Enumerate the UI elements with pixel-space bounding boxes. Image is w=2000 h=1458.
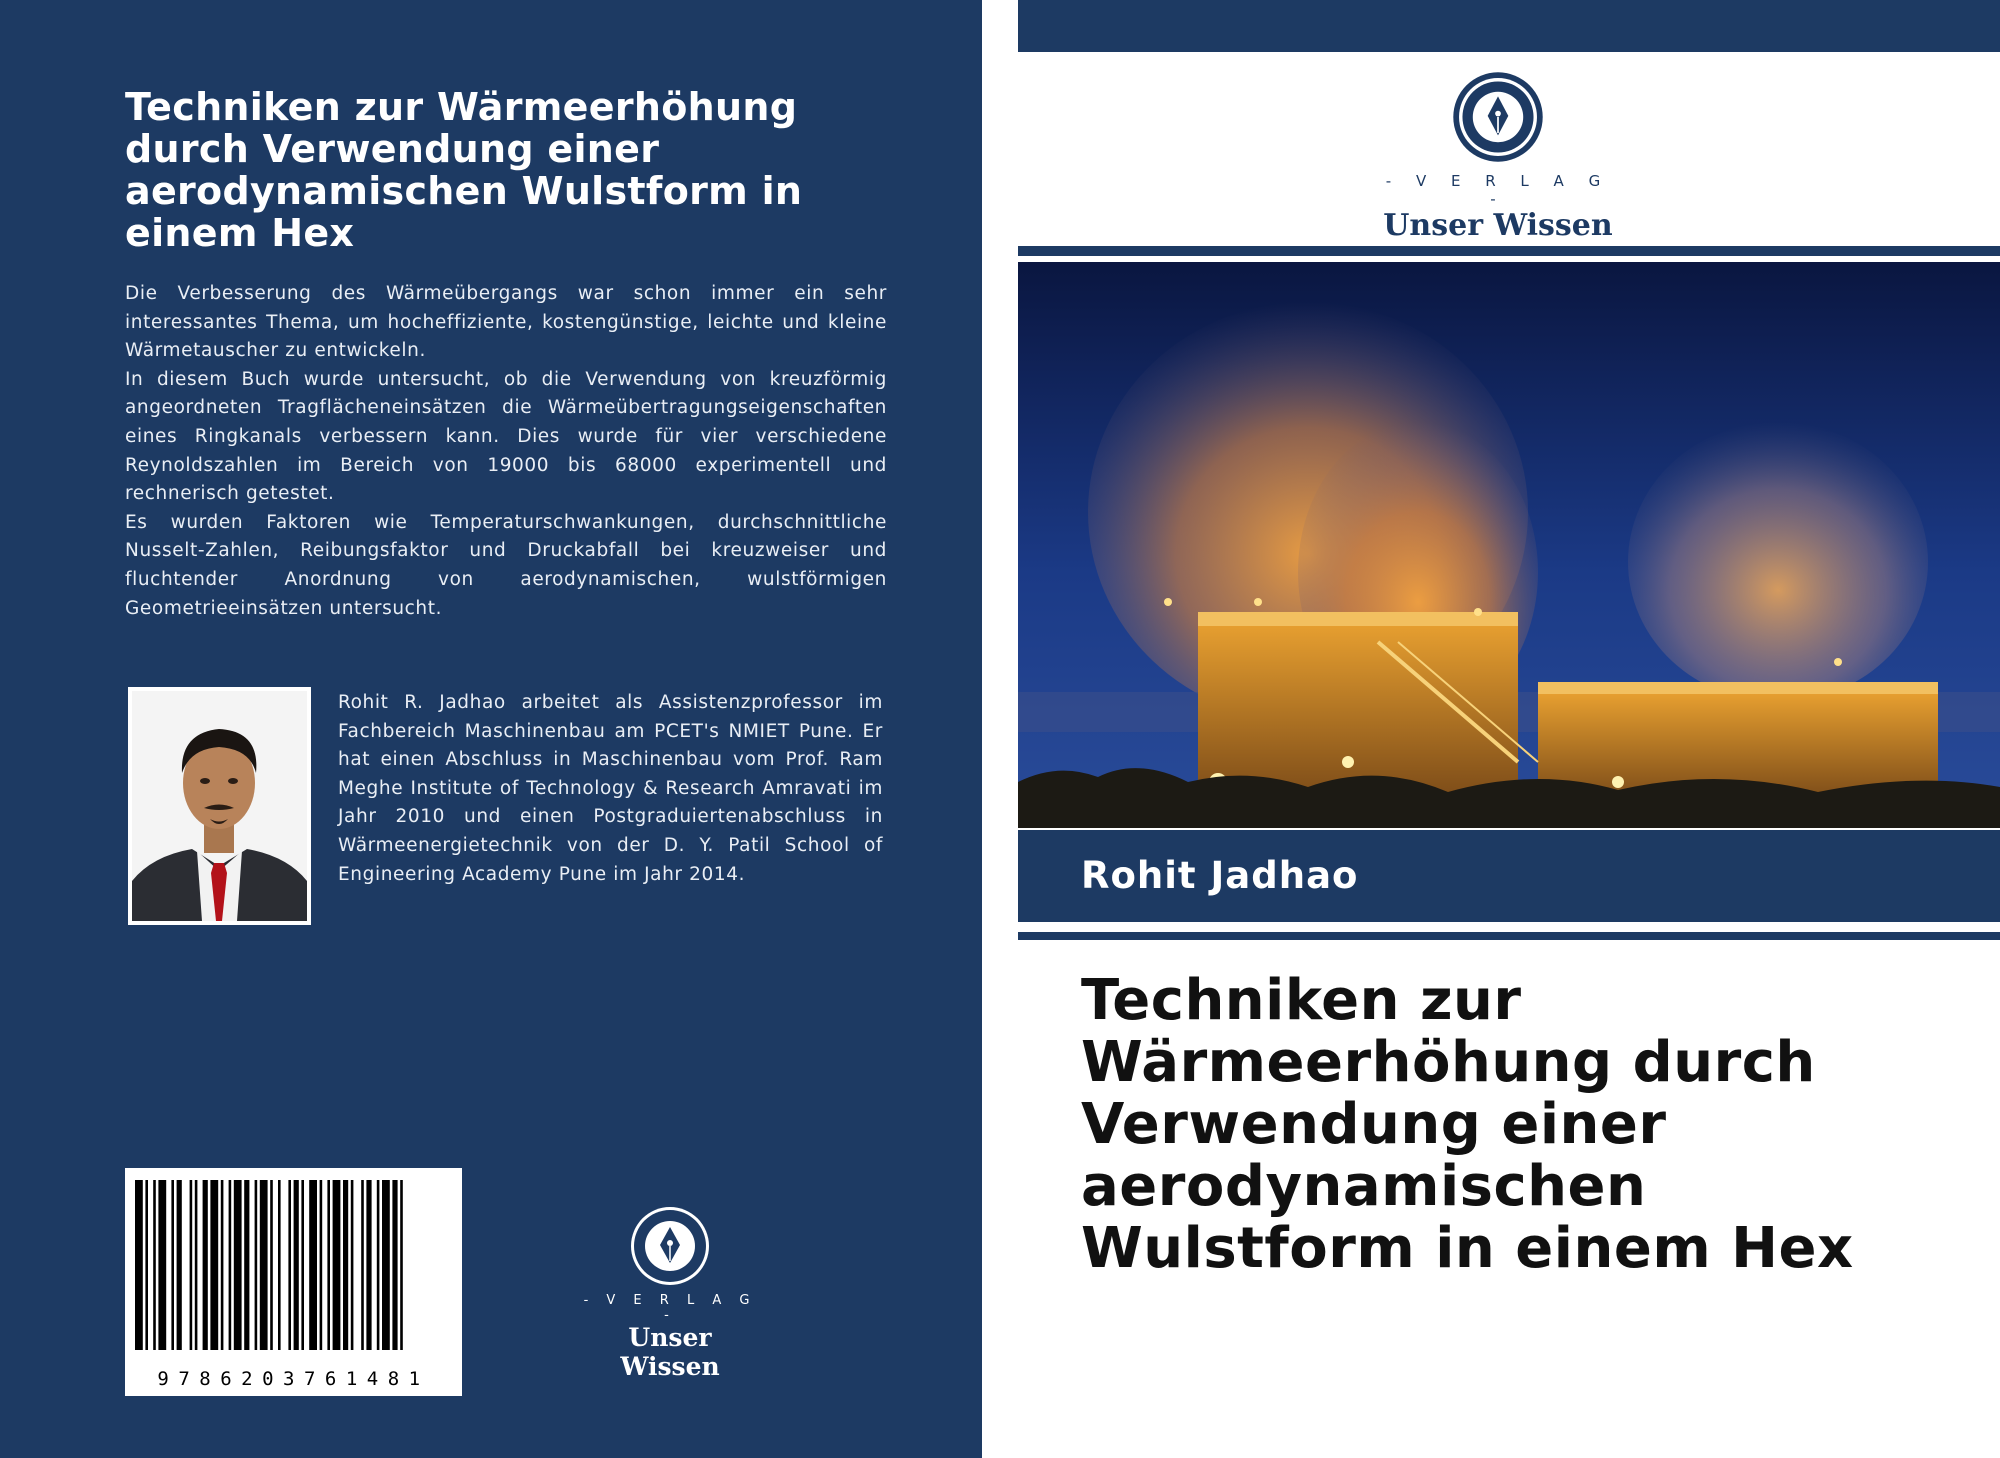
barcode-bar	[320, 1180, 323, 1350]
barcode-bar	[135, 1180, 143, 1350]
barcode-bar	[288, 1180, 291, 1350]
barcode-bar	[301, 1180, 304, 1350]
barcode-bar	[366, 1180, 371, 1350]
barcode-bar	[343, 1180, 348, 1350]
barcode-bar	[260, 1180, 268, 1350]
barcode-bar	[392, 1180, 397, 1350]
author-band	[1018, 830, 2000, 922]
barcode-digits: 9786203761481	[157, 1368, 430, 1390]
back-cover-description	[125, 280, 887, 623]
barcode-bar	[234, 1180, 242, 1350]
barcode-bar	[171, 1180, 174, 1350]
barcode-bar	[382, 1180, 390, 1350]
publisher-seal-icon	[629, 1205, 711, 1287]
barcode-bar	[190, 1180, 193, 1350]
barcode-bar	[327, 1180, 330, 1350]
barcode-bar	[351, 1180, 354, 1350]
barcode-bar	[333, 1180, 341, 1350]
front-top-rule	[1018, 246, 2000, 256]
description-paragraph-1: Die Verbesserung des Wärmeübergangs war schon immer ein sehr interessantes Thema, um hocheffiziente, kostengünstige, leichte und kleine Wärmetauscher zu entwickeln.	[125, 283, 887, 362]
front-publisher-name: Unser Wissen	[1383, 208, 1613, 243]
front-cover-title: Techniken zur Wärmeerhöhung durch Verwendung einer aerodynamischen Wulstform in einem Hex	[1081, 968, 1854, 1281]
front-cover	[1018, 0, 2000, 1458]
barcode-bar	[361, 1180, 364, 1350]
barcode-bar	[270, 1180, 273, 1350]
back-publisher-logo	[580, 1205, 760, 1381]
front-author-name: Rohit Jadhao	[1081, 854, 1359, 897]
back-publisher-name: Unser Wissen	[620, 1323, 720, 1381]
barcode-bar	[400, 1180, 403, 1350]
front-top-bar	[1018, 0, 2000, 52]
barcode-bar	[203, 1180, 208, 1350]
barcode-bar	[244, 1180, 249, 1350]
front-publisher-verlag: - V E R L A G -	[1385, 172, 1611, 208]
barcode-bar	[377, 1180, 380, 1350]
barcode-bar	[145, 1180, 148, 1350]
back-cover	[0, 0, 982, 1458]
front-bottom-rule	[1018, 932, 2000, 940]
barcode-icon	[125, 1168, 462, 1368]
barcode-bar	[210, 1180, 218, 1350]
description-paragraph-3: Es wurden Faktoren wie Temperaturschwankungen, durchschnittliche Nusselt-Zahlen, Reibungsfaktor und Druckabfall bei kreuzweiser und fluchtender Anordnung von aerodynamischen, wulstförmigen Geometrieeinsätzen untersucht.	[125, 511, 887, 619]
barcode-bar	[195, 1180, 198, 1350]
barcode-bar	[177, 1180, 182, 1350]
author-portrait-icon	[132, 691, 307, 921]
spine-gap	[982, 0, 1018, 1458]
isbn-barcode	[125, 1168, 462, 1396]
barcode-bar	[153, 1180, 156, 1350]
back-publisher-verlag: - V E R L A G -	[583, 1293, 757, 1323]
back-cover-title: Techniken zur Wärmeerhöhung durch Verwendung einer aerodynamischen Wulstform in einem Hex	[125, 85, 803, 255]
author-photo	[128, 687, 311, 925]
description-paragraph-2: In diesem Buch wurde untersucht, ob die Verwendung von kreuzförmig angeordneten Tragflächeneinsätzen die Wärmeübertragungseigenschaften eines Ringkanals verbessern kann. Dies wurde für vier verschiedene Reynoldszahlen im Bereich von 19000 bis 68000 experimentell und rechnerisch getestet.	[125, 368, 887, 505]
barcode-bar	[278, 1180, 281, 1350]
barcode-bar	[255, 1180, 258, 1350]
cover-photo	[1018, 262, 2000, 828]
front-publisher-logo	[1378, 70, 1618, 243]
barcode-bar	[309, 1180, 317, 1350]
power-plant-photo	[1018, 262, 2000, 828]
barcode-bar	[229, 1180, 232, 1350]
barcode-bar	[158, 1180, 166, 1350]
publisher-seal-icon	[1451, 70, 1545, 164]
barcode-bar	[221, 1180, 224, 1350]
barcode-bar	[294, 1180, 299, 1350]
author-bio: Rohit R. Jadhao arbeitet als Assistenzprofessor im Fachbereich Maschinenbau am PCET's NMIET Pune. Er hat einen Abschluss in Maschinenbau vom Prof. Ram Meghe Institute of Technology & Research Amravati im Jahr 2010 und einen Postgraduiertenabschluss in Wärmeenergietechnik von der D. Y. Patil School of Engineering Academy Pune im Jahr 2014.	[338, 692, 883, 885]
